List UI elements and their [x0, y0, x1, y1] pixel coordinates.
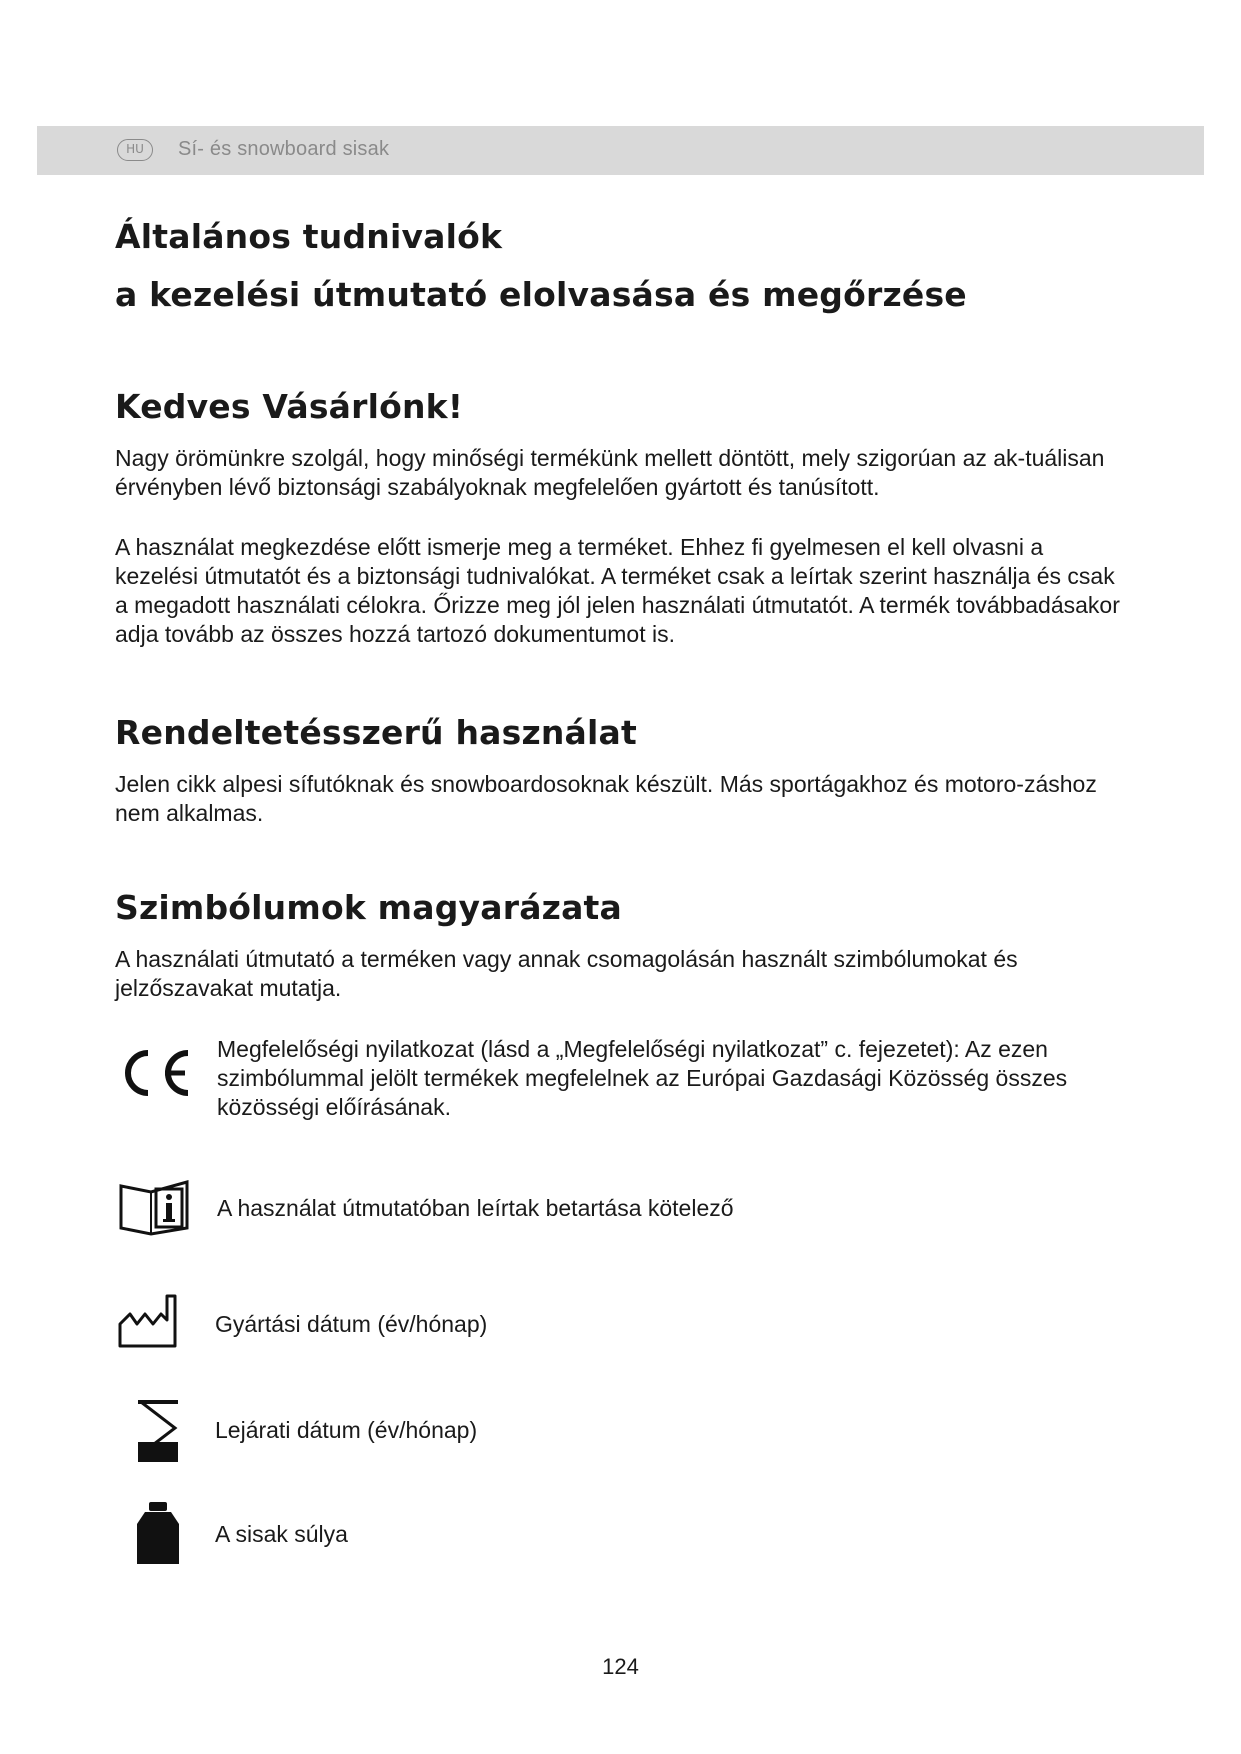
- header-bar: [37, 126, 1204, 175]
- page-number: 124: [602, 1654, 639, 1679]
- hourglass-icon: [135, 1398, 181, 1466]
- symbol-row-ce: [115, 1035, 1125, 1125]
- factory-icon: [115, 1290, 181, 1352]
- symbol-text-hourglass: Lejárati dátum (év/hónap): [215, 1417, 478, 1443]
- symbol-text-factory: Gyártási dátum (év/hónap): [215, 1311, 488, 1337]
- intended-use-text: Jelen cikk alpesi sífutóknak és snowboardosoknak készült. Más sportágakhoz és motoro-záshoz nem alkalmas.: [115, 771, 1097, 826]
- page-title-line2: a kezelési útmutató elolvasása és megőrzése: [115, 275, 967, 314]
- page-title-line1: Általános tudnivalók: [115, 217, 503, 256]
- symbol-row-weight: [115, 1500, 1125, 1590]
- symbol-row-info: [115, 1178, 1125, 1268]
- symbols-heading: Szimbólumok magyarázata: [115, 888, 622, 927]
- symbols-intro: A használati útmutató a terméken vagy annak csomagolásán használt szimbólumokat és jelzőszavakat mutatja.: [115, 946, 1018, 1001]
- ce-mark-icon: [115, 1043, 195, 1103]
- symbol-text-info: A használat útmutatóban leírtak betartása kötelező: [217, 1195, 734, 1221]
- symbol-row-factory: [115, 1290, 1125, 1380]
- symbol-text-ce: Megfelelőségi nyilatkozat (lásd a „Megfelelőségi nyilatkozat” c. fejezetet): Az ezen szimbólummal jelölt termékek megfelelnek az Európai Gazdasági Közösség összes közösségi előírásának.: [217, 1036, 1068, 1120]
- language-badge: HU: [117, 139, 153, 161]
- greeting-heading: Kedves Vásárlónk!: [115, 387, 464, 426]
- info-book-icon: [115, 1178, 193, 1238]
- symbol-row-hourglass: [115, 1398, 1125, 1488]
- intended-use-heading: Rendeltetésszerű használat: [115, 713, 637, 752]
- symbol-text-weight: A sisak súlya: [215, 1521, 348, 1547]
- weight-icon: [135, 1500, 181, 1568]
- greeting-paragraph-1: Nagy örömünkre szolgál, hogy minőségi termékünk mellett döntött, mely szigorúan az ak-tuálisan érvényben lévő biztonsági szabályoknak megfelelően gyártott és tanúsított.: [115, 445, 1105, 500]
- greeting-paragraph-2: A használat megkezdése előtt ismerje meg a terméket. Ehhez fi gyelmesen el kell olvasni a kezelési útmutatót és a biztonsági tudnivalókat. A terméket csak a leírtak szerint használja és csak a megadott használati célokra. Őrizze meg jól jelen használati útmutatót. A termék továbbadásakor adja tovább az összes hozzá tartozó dokumentumot is.: [115, 534, 1120, 647]
- header-title: Sí- és snowboard sisak: [178, 138, 390, 160]
